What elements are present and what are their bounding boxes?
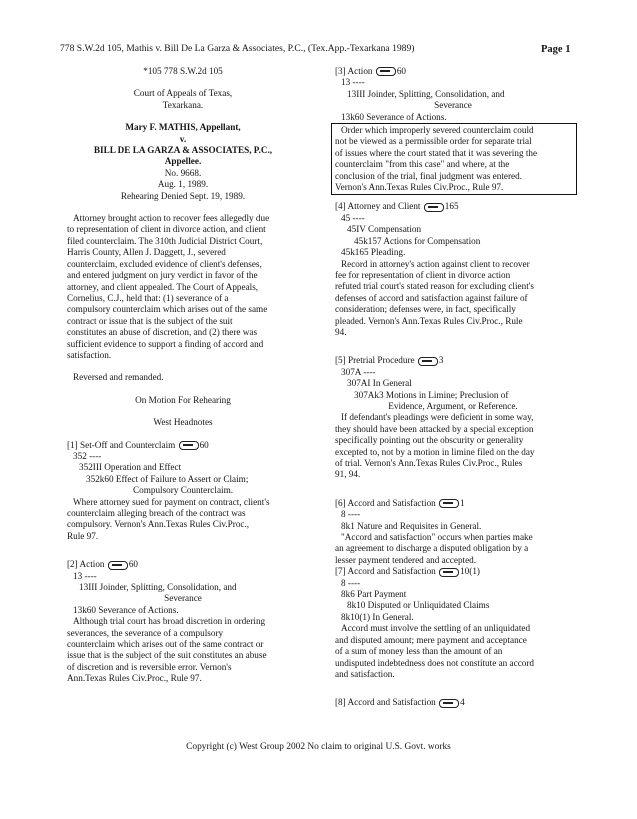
headnotes-heading: West Headnotes xyxy=(153,417,213,428)
decision-date: Aug. 1, 1989. xyxy=(157,179,209,190)
headnote-5: [5] Pretrial Procedure 3 307A ---- 307AI In General 307Ak3 Motions in Limine; Preclusion of Evidence, Argument, or Reference. If defendant's pleadings were deficient in some way, they should have been attacked by a special exception specifically pointing out the obscurity or generality excepted to, not by a motion in limine filed on the day of trial. Vernon's Ann.Texas Rules Civ.Proc., Rules 91, 94. xyxy=(335,355,571,480)
key-symbol-icon xyxy=(424,203,444,212)
headnote-2-text: Although trial court has broad discretion in ordering severances, the severance of a compulsory counterclaim which arises out of the same contract or issue that is the subject of the suit constitutes an abuse of discretion and is reversible error. Vernon's Ann.Texas Rules Civ.Proc., Rule 97. xyxy=(67,616,267,684)
appellant: Mary F. MATHIS, Appellant, xyxy=(125,122,241,133)
star-cite: *105 778 S.W.2d 105 xyxy=(143,66,223,76)
headnote-6: [6] Accord and Satisfaction 1 8 ---- 8k1 Nature and Requisites in General. "Accord and satisfaction" occurs when parties make an agreement to discharge a disputed obligation by a lesser payment tendered and accepted. xyxy=(335,498,571,566)
headnote-4: [4] Attorney and Client 165 45 ---- 45IV Compensation 45k157 Actions for Compensation 45k165 Pleading. Record in attorney's action against client to recover fee for representation of client in divorce action refuted trial court's stated reason for excluding client's defenses of accord and satisfaction against failure of consideration; defenses were, in fact, specifically pleaded. Vernon's Ann.Texas Rules Civ.Proc., Rule 94. xyxy=(335,201,571,338)
running-header-citation: 778 S.W.2d 105, Mathis v. Bill De La Garza & Associates, P.C., (Tex.App.-Texarkana 1989) xyxy=(60,43,415,54)
versus: v. xyxy=(179,133,187,144)
docket-number: No. 9668. xyxy=(164,167,202,178)
headnote-1-title: [1] Set-Off and Counterclaim 60 xyxy=(67,439,209,450)
appellee-role: Appellee. xyxy=(164,156,202,167)
headnote-3: [3] Action 60 13 ---- 13III Joinder, Splitting, Consolidation, and Severance 13k60 Severance of Actions. Order which improperly severed counterclaim could not be viewed as a permissible order for separate trial of issues where the court stated that it was severing the counterclaim "from this case" and where, at the conclusion of the trial, final judgment was entered. Vernon's Ann.Texas Rules Civ.Proc., Rule 97. xyxy=(335,66,571,195)
headnote-6-title: [6] Accord and Satisfaction 1 xyxy=(335,497,465,508)
headnote-7-title: [7] Accord and Satisfaction 10(1) xyxy=(335,566,480,577)
headnote-5-title: [5] Pretrial Procedure 3 xyxy=(335,355,444,366)
key-symbol-icon xyxy=(108,561,128,570)
headnote-1: [1] Set-Off and Counterclaim 60 352 ---- 352III Operation and Effect 352k60 Effect of Failure to Assert or Claim; Compulsory Counterclaim. Where attorney sued for payment on contract, client's counterclaim alleging breach of the contract was compulsory. Vernon's Ann.Texas Rules Civ.Proc., Rule 97. xyxy=(67,440,299,543)
key-symbol-icon xyxy=(418,357,438,366)
key-symbol-icon xyxy=(439,499,459,508)
page-number: Page 1 xyxy=(541,44,571,55)
headnote-2: [2] Action 60 13 ---- 13III Joinder, Splitting, Consolidation, and Severance 13k60 Severance of Actions. Although trial court has broad discretion in ordering severances, the severance of a compulsory counterclaim which arises out of the same contract or issue that is the subject of the suit constitutes an abuse of discretion and is reversible error. Vernon's Ann.Texas Rules Civ.Proc., Rule 97. xyxy=(67,559,299,684)
headnote-1-text: Where attorney sued for payment on contract, client's counterclaim alleging breach of the contract was compulsory. Vernon's Ann.Texas Rules Civ.Proc., Rule 97. xyxy=(67,496,270,541)
headnote-8-title: [8] Accord and Satisfaction 4 xyxy=(335,697,465,708)
headnote-3-title: [3] Action 60 xyxy=(335,66,406,76)
right-column xyxy=(335,66,571,709)
key-symbol-icon xyxy=(439,699,459,708)
rehearing-date: Rehearing Denied Sept. 19, 1989. xyxy=(120,190,246,201)
court-location: Texarkana. xyxy=(162,99,204,110)
headnote-7-text: Accord must involve the settling of an unliquidated and disputed amount; mere payment and acceptance of a sum of money less than the amount of an undisputed indebtedness does not constitute an accord and satisfaction. xyxy=(335,623,535,679)
appellee-name: BILL DE LA GARZA & ASSOCIATES, P.C., xyxy=(93,145,273,156)
copyright-footer: Copyright (c) West Group 2002 No claim to original U.S. Govt. works xyxy=(186,742,451,752)
headnote-2-title: [2] Action 60 xyxy=(67,559,138,570)
left-column xyxy=(67,66,299,685)
motion-heading: On Motion For Rehearing xyxy=(135,394,231,405)
headnote-7: [7] Accord and Satisfaction 10(1) 8 ---- 8k6 Part Payment 8k10 Disputed or Unliquidated Claims 8k10(1) In General. Accord must involve the settling of an unliquidated and disputed amount; mere payment and acceptance of a sum of money less than the amount of an undisputed indebtedness does not constitute an accord and satisfaction. xyxy=(335,566,571,680)
disposition: Reversed and remanded. xyxy=(73,372,164,383)
key-symbol-icon xyxy=(439,568,459,577)
headnote-8 xyxy=(335,697,571,708)
headnote-6-text: "Accord and satisfaction" occurs when parties make an agreement to discharge a disputed obligation by a lesser payment tendered and accepted. xyxy=(335,532,533,565)
key-symbol-icon xyxy=(376,67,396,76)
court-name: Court of Appeals of Texas, xyxy=(133,88,233,99)
highlighted-headnote-text: Order which improperly severed counterclaim could not be viewed as a permissible order for separate trial of issues where the court stated that it was severing the counterclaim "from this case" and where, at the conclusion of the trial, final judgment was entered. Vernon's Ann.Texas Rules Civ.Proc., Rule 97. xyxy=(331,123,577,195)
headnote-4-title: [4] Attorney and Client 165 xyxy=(335,201,459,212)
headnote-5-text: If defendant's pleadings were deficient in some way, they should have been attacked by a special exception specifically pointing out the obscurity or generality excepted to, not by a motion in limine filed on the day of trial. Vernon's Ann.Texas Rules Civ.Proc., Rules 91, 94. xyxy=(335,412,535,480)
headnote-4-text: Record in attorney's action against client to recover fee for representation of client in divorce action refuted trial court's stated reason for excluding client's defenses of accord and satisfaction against failure of consideration; defenses were, in fact, specifically pleaded. Vernon's Ann.Texas Rules Civ.Proc., Rule 94. xyxy=(335,258,534,337)
synopsis: Attorney brought action to recover fees allegedly due to representation of client in divorce action, and client filed counterclaim. The 310th Judicial District Court, Harris County, Allen J. Daggett, J., severed counterclaim, excluded evidence of client's defenses, and entered judgment on jury verdict in favor of the attorney, and client appealed. The Court of Appeals, Cornelius, C.J., held that: (1) severance of a compulsory counterclaim which arises out of the same contract or issue that is the subject of the suit constitutes an abuse of discretion, and (2) there was sufficient evidence to support a finding of accord and satisfaction. xyxy=(67,213,270,360)
key-symbol-icon xyxy=(179,441,199,450)
